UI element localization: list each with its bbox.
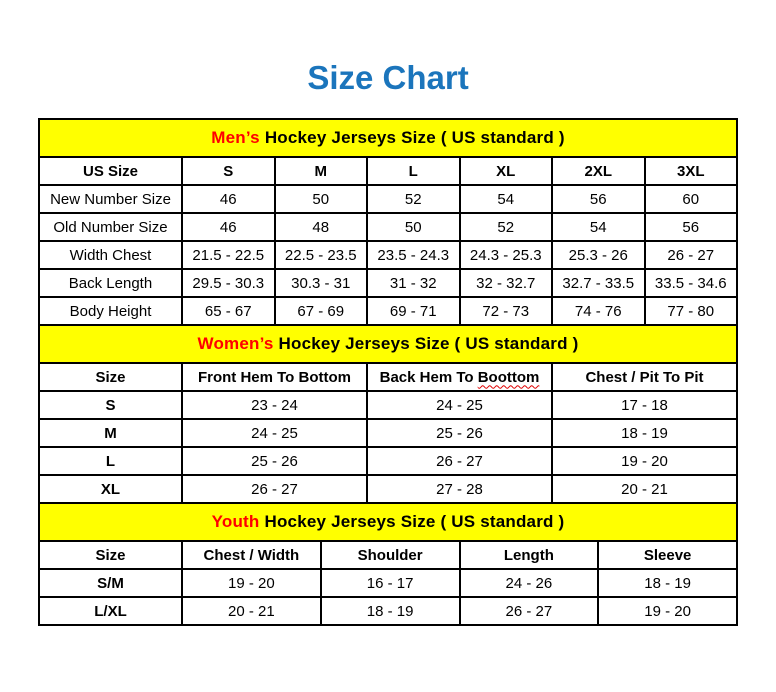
row-label: Back Length [39,269,182,297]
cell: 52 [367,185,460,213]
cell: 23.5 - 24.3 [367,241,460,269]
cell: 19 - 20 [552,447,737,475]
table-row-womens-l [39,447,737,475]
back-hem-misspelled-word: Boottom [477,368,540,386]
row-label: S [39,391,182,419]
cell: 25.3 - 26 [552,241,645,269]
mens-col-header-3xl: 3XL [645,157,738,185]
table-row-youth-sm [39,569,737,597]
table-row-back-length [39,269,737,297]
cell: 22.5 - 23.5 [275,241,368,269]
cell: 48 [275,213,368,241]
youth-col-header-length: Length [460,541,599,569]
row-label: Body Height [39,297,182,325]
cell: 50 [367,213,460,241]
cell: 24 - 25 [367,391,552,419]
cell: 56 [645,213,738,241]
mens-section-title [39,119,737,157]
youth-header-row [39,541,737,569]
table-row-youth-lxl [39,597,737,625]
youth-section-title [39,503,737,541]
cell: 17 - 18 [552,391,737,419]
cell: 20 - 21 [182,597,321,625]
cell: 67 - 69 [275,297,368,325]
cell: 27 - 28 [367,475,552,503]
table-row-womens-xl [39,475,737,503]
page-title: Size Chart [307,59,469,96]
cell: 50 [275,185,368,213]
row-label: Old Number Size [39,213,182,241]
cell: 29.5 - 30.3 [182,269,275,297]
cell: 54 [460,185,553,213]
mens-size-table [38,118,738,326]
womens-col-header-chest: Chest / Pit To Pit [552,363,737,391]
table-row-womens-m [39,419,737,447]
mens-col-header-l: L [367,157,460,185]
youth-size-table [38,502,738,626]
cell: 33.5 - 34.6 [645,269,738,297]
mens-col-header-xl: XL [460,157,553,185]
cell: 19 - 20 [182,569,321,597]
cell: 26 - 27 [645,241,738,269]
cell: 56 [552,185,645,213]
cell: 18 - 19 [598,569,737,597]
womens-col-header-back-hem [367,363,552,391]
table-row-old-number-size [39,213,737,241]
row-label: M [39,419,182,447]
cell: 69 - 71 [367,297,460,325]
mens-col-header-us-size: US Size [39,157,182,185]
womens-band-highlight: Women’s [197,334,274,353]
youth-col-header-shoulder: Shoulder [321,541,460,569]
size-chart [38,118,738,626]
table-row-womens-s [39,391,737,419]
cell: 65 - 67 [182,297,275,325]
cell: 23 - 24 [182,391,367,419]
mens-header-row [39,157,737,185]
youth-section-band [39,503,737,541]
cell: 74 - 76 [552,297,645,325]
womens-size-table [38,324,738,504]
row-label: L [39,447,182,475]
womens-band-rest: Hockey Jerseys Size ( US standard ) [278,334,579,353]
cell: 18 - 19 [321,597,460,625]
mens-col-header-s: S [182,157,275,185]
cell: 24.3 - 25.3 [460,241,553,269]
youth-col-header-sleeve: Sleeve [598,541,737,569]
youth-band-highlight: Youth [211,512,260,531]
cell: 54 [552,213,645,241]
womens-col-header-front-hem: Front Hem To Bottom [182,363,367,391]
mens-band-rest: Hockey Jerseys Size ( US standard ) [264,128,565,147]
mens-band-highlight: Men’s [211,128,260,147]
back-hem-prefix: Back Hem To [379,368,474,386]
cell: 30.3 - 31 [275,269,368,297]
cell: 26 - 27 [460,597,599,625]
mens-col-header-m: M [275,157,368,185]
cell: 46 [182,185,275,213]
table-row-width-chest [39,241,737,269]
cell: 16 - 17 [321,569,460,597]
womens-section-title [39,325,737,363]
womens-header-row [39,363,737,391]
cell: 21.5 - 22.5 [182,241,275,269]
cell: 32 - 32.7 [460,269,553,297]
cell: 24 - 26 [460,569,599,597]
womens-col-header-size: Size [39,363,182,391]
row-label: Width Chest [39,241,182,269]
mens-section-band [39,119,737,157]
row-label: S/M [39,569,182,597]
table-row-new-number-size [39,185,737,213]
cell: 25 - 26 [367,419,552,447]
row-label: New Number Size [39,185,182,213]
cell: 26 - 27 [367,447,552,475]
youth-band-rest: Hockey Jerseys Size ( US standard ) [264,512,565,531]
cell: 18 - 19 [552,419,737,447]
row-label: L/XL [39,597,182,625]
cell: 31 - 32 [367,269,460,297]
cell: 19 - 20 [598,597,737,625]
cell: 52 [460,213,553,241]
cell: 25 - 26 [182,447,367,475]
cell: 20 - 21 [552,475,737,503]
row-label: XL [39,475,182,503]
cell: 24 - 25 [182,419,367,447]
table-row-body-height [39,297,737,325]
youth-col-header-size: Size [39,541,182,569]
cell: 60 [645,185,738,213]
cell: 26 - 27 [182,475,367,503]
cell: 46 [182,213,275,241]
cell: 32.7 - 33.5 [552,269,645,297]
mens-col-header-2xl: 2XL [552,157,645,185]
cell: 72 - 73 [460,297,553,325]
youth-col-header-chest-width: Chest / Width [182,541,321,569]
cell: 77 - 80 [645,297,738,325]
womens-section-band [39,325,737,363]
